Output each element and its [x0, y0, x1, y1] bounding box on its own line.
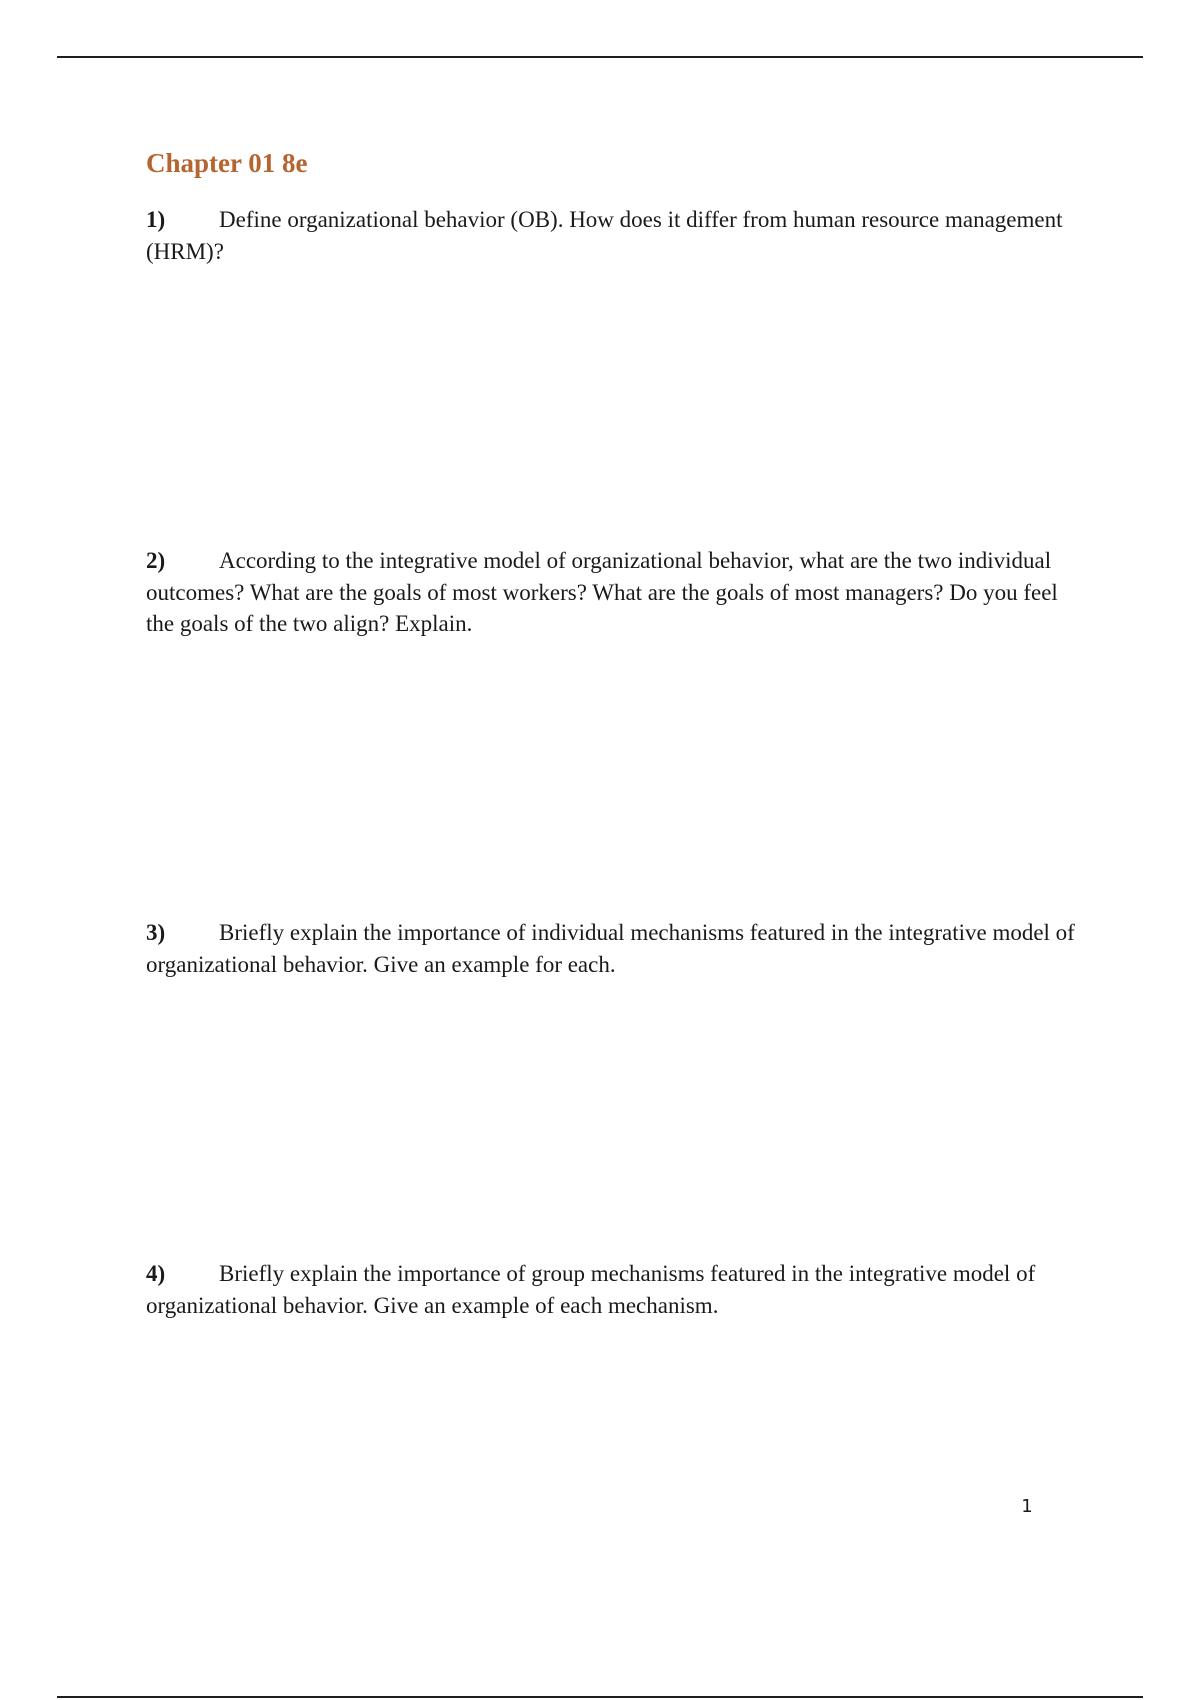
- question-4: [146, 1258, 1086, 1321]
- question-text: Briefly explain the importance of group mechanisms featured in the integrative model of organizational behavior. Give an example of each mechanism.: [146, 1261, 1036, 1318]
- question-number: 4): [146, 1261, 166, 1286]
- question-3: [146, 917, 1086, 980]
- question-text: Briefly explain the importance of individual mechanisms featured in the integrative model of organizational behavior. Give an example for each.: [146, 920, 1075, 977]
- chapter-title: Chapter 01 8e: [146, 148, 308, 178]
- question-number: 1): [146, 207, 166, 232]
- top-rule: [57, 56, 1143, 58]
- question-2: [146, 545, 1086, 640]
- question-number: 2): [146, 548, 166, 573]
- question-text: According to the integrative model of organizational behavior, what are the two individual outcomes? What are the goals of most workers? What are the goals of most managers? Do you feel the goals of the two align? Explain.: [146, 548, 1058, 636]
- question-number: 3): [146, 920, 166, 945]
- question-1: [146, 204, 1086, 267]
- page-number: 1: [1021, 1496, 1033, 1517]
- question-text: Define organizational behavior (OB). How does it differ from human resource management (HRM)?: [146, 207, 1063, 264]
- bottom-rule: [57, 1696, 1143, 1698]
